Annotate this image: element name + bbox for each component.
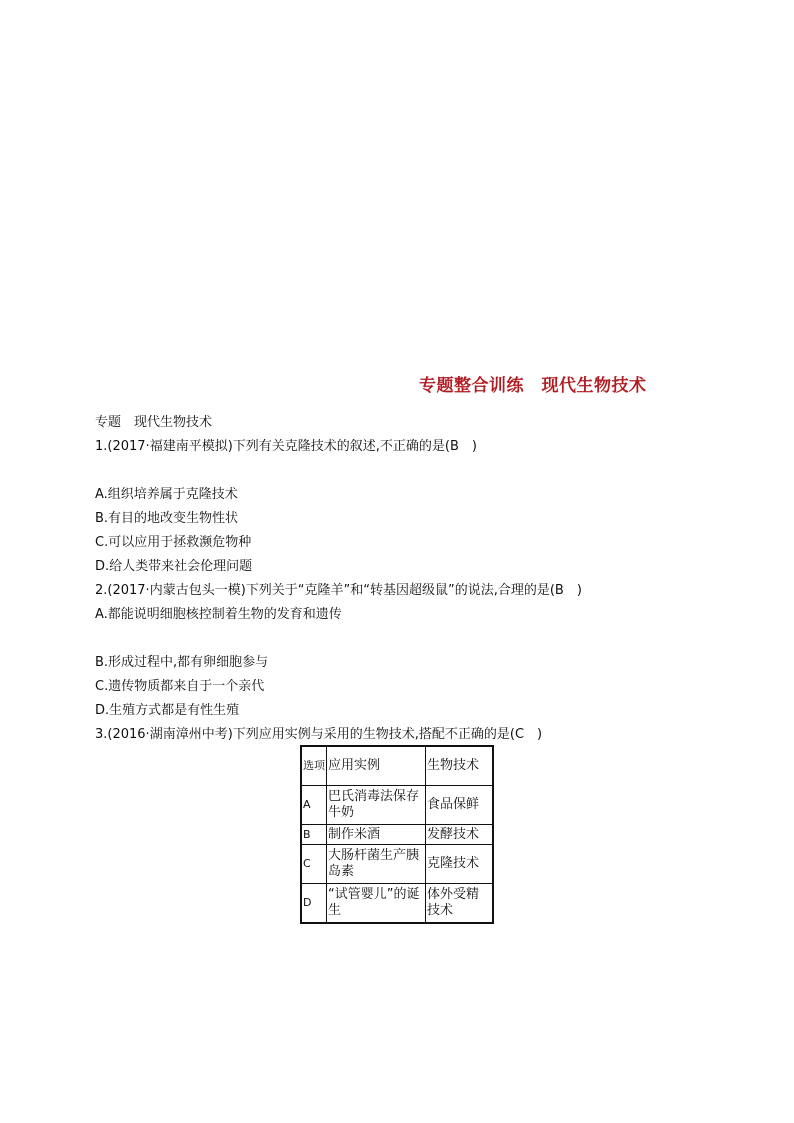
question-2-option-b: B.形成过程中,都有卵细胞参与 <box>95 655 269 670</box>
question-2-stem: 2.(2017·内蒙古包头一模)下列关于“克隆羊”和“转基因超级鼠”的说法,合理的是(B ) <box>95 583 582 598</box>
question-1-option-b: B.有目的地改变生物性状 <box>95 511 239 526</box>
table-cell: 制作米酒 <box>327 825 426 845</box>
table-cell: B <box>301 825 327 845</box>
table-cell: 食品保鲜 <box>426 786 494 825</box>
question-3-table <box>300 745 494 924</box>
page-title: 专题整合训练 现代生物技术 <box>419 376 647 396</box>
question-1-option-a: A.组织培养属于克隆技术 <box>95 487 238 502</box>
table-cell: 发酵技术 <box>426 825 494 845</box>
table-header-cell: 生物技术 <box>426 746 494 786</box>
table-cell: 大肠杆菌生产胰岛素 <box>327 845 426 884</box>
section-label: 专题 现代生物技术 <box>95 415 213 430</box>
question-3-stem: 3.(2016·湖南漳州中考)下列应用实例与采用的生物技术,搭配不正确的是(C ) <box>95 727 543 742</box>
table-cell: 体外受精技术 <box>426 884 494 924</box>
question-1-option-d: D.给人类带来社会伦理问题 <box>95 559 253 574</box>
question-2-option-d: D.生殖方式都是有性生殖 <box>95 703 240 718</box>
table-header-cell: 应用实例 <box>327 746 426 786</box>
question-2-option-c: C.遗传物质都来自于一个亲代 <box>95 679 265 694</box>
table-cell: 巴氏消毒法保存牛奶 <box>327 786 426 825</box>
table-header-cell: 选项 <box>301 746 327 786</box>
table-cell: “试管婴儿”的诞生 <box>327 884 426 924</box>
question-1-option-c: C.可以应用于拯救濒危物种 <box>95 535 252 550</box>
table-cell: D <box>301 884 327 924</box>
table-row <box>301 884 493 924</box>
table-row <box>301 825 493 845</box>
question-2-option-a: A.都能说明细胞核控制着生物的发育和遗传 <box>95 607 342 622</box>
table-header-row <box>301 746 493 786</box>
table-cell: 克隆技术 <box>426 845 494 884</box>
table-row <box>301 845 493 884</box>
question-1-stem: 1.(2017·福建南平模拟)下列有关克隆技术的叙述,不正确的是(B ) <box>95 439 477 454</box>
table-cell: C <box>301 845 327 884</box>
table-row <box>301 786 493 825</box>
table-cell: A <box>301 786 327 825</box>
